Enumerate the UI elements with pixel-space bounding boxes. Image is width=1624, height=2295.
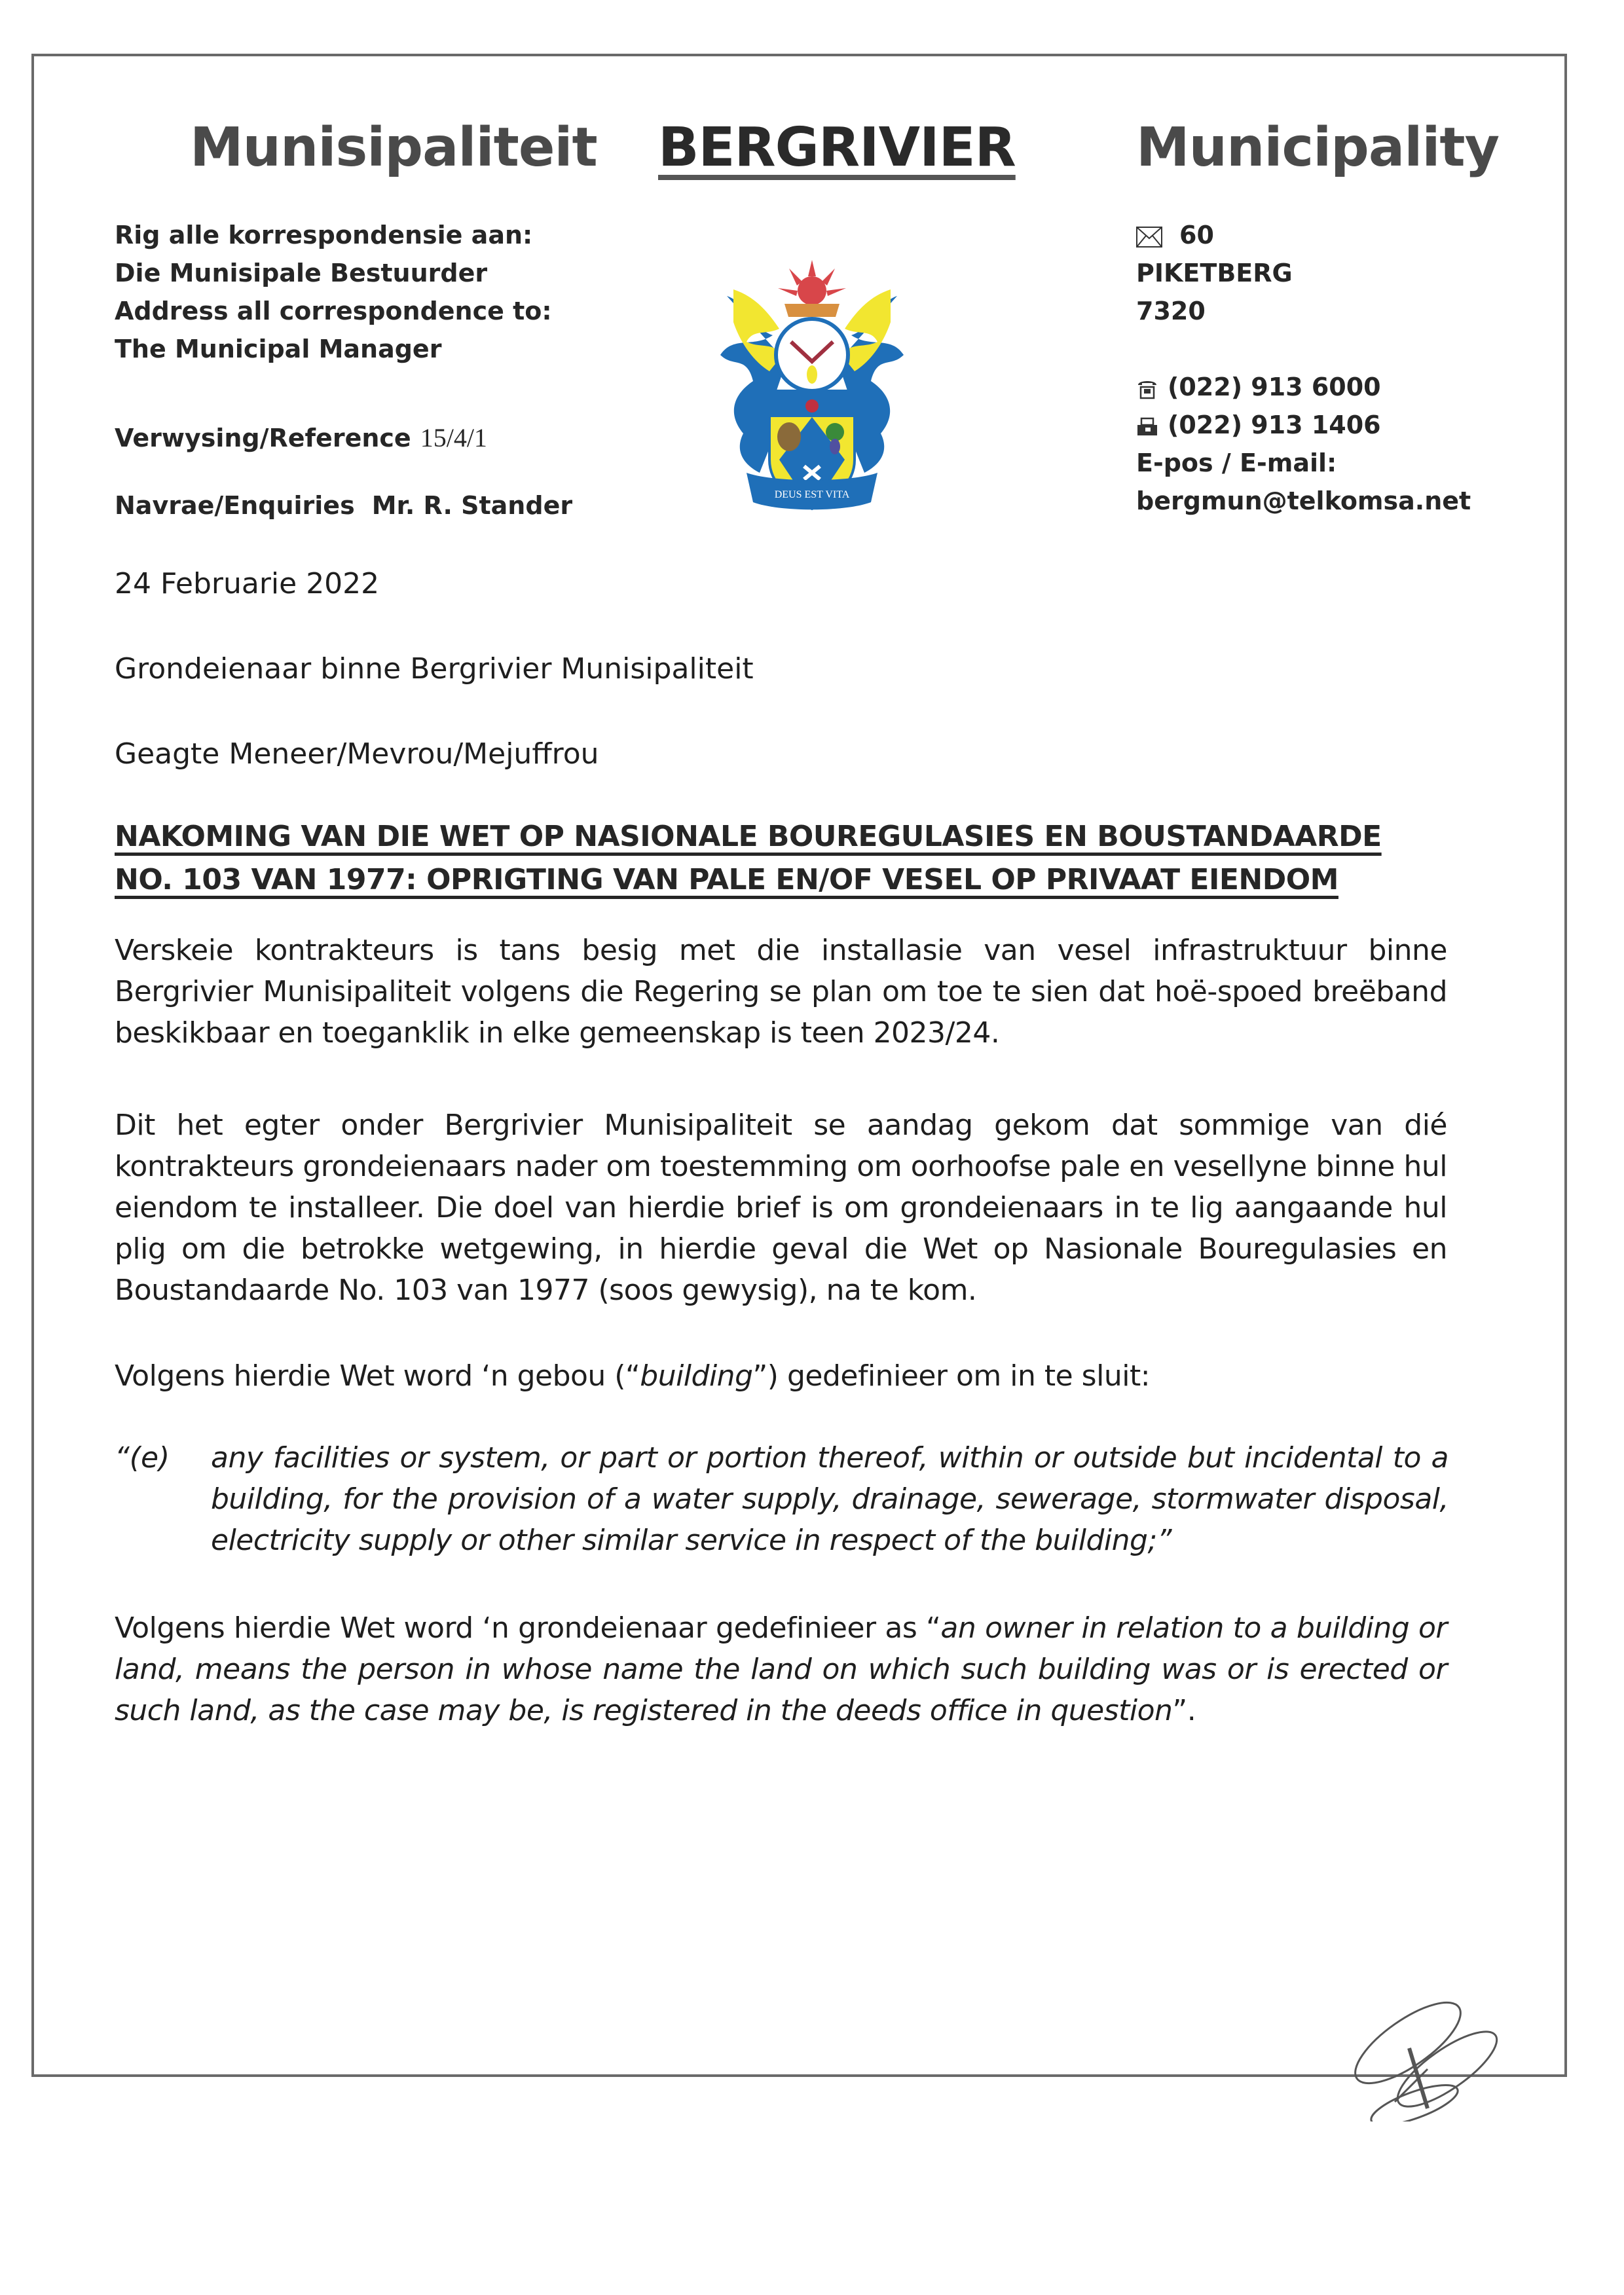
enquiries-value: Mr. R. Stander (371, 491, 573, 520)
svg-text:DEUS EST VITA: DEUS EST VITA (774, 489, 850, 500)
clause-marker: “(e) (115, 1441, 170, 1475)
title-bergrivier: BERGRIVIER (658, 117, 1016, 179)
title-afrikaans: Munisipaliteit (190, 117, 597, 179)
correspondence-line: Die Munisipale Bestuurder (115, 259, 488, 287)
fax-number: (022) 913 1406 (1168, 411, 1381, 439)
telephone-icon (1136, 378, 1158, 399)
correspondence-line: Rig alle korrespondensie aan: (115, 221, 533, 249)
po-box-line (1136, 216, 1471, 254)
reference-value: 15/4/1 (420, 423, 487, 452)
title-english: Municipality (1136, 117, 1500, 179)
correspondence-block (115, 216, 552, 368)
recipient: Grondeienaar binne Bergrivier Munisipaliteit (115, 652, 754, 686)
paragraph-2: Dit het egter onder Bergrivier Munisipaliteit se aandag gekom dat sommige van dié kontrakteurs grondeienaars nader om toestemming om oorhoofse pale en vesellyne binne hul eiendom te installeer. Die doel van hierdie brief is om grondeienaars in te lig aangaande hul plig om die betrokke wetgewing, in hierdie geval die Wet op Nasionale Bouregulasies en Boustandaarde No. 103 van 1977 (soos gewysig), na te kom. (115, 1109, 1447, 1307)
signature-icon (1336, 1971, 1506, 2121)
owner-definition: Volgens hierdie Wet word ‘n grondeienaar gedefinieer as “an owner in relation to a building or land, means the person in whose name the land on which such building was or is erected or such land, as the case may be, is registered in the deeds office in question”. (115, 1611, 1447, 1727)
fax-line (1136, 406, 1471, 444)
enquiries-label: Navrae/Enquiries (115, 491, 355, 520)
correspondence-line: Address all correspondence to: (115, 297, 552, 325)
fax-icon (1136, 417, 1158, 437)
email-label: E-pos / E-mail: (1136, 449, 1337, 477)
letter-date: 24 Februarie 2022 (115, 567, 380, 600)
subject-line-2: NO. 103 VAN 1977: OPRIGTING VAN PALE EN/OF VESEL OP PRIVAAT EIENDOM (115, 863, 1338, 896)
reference-label: Verwysing/Reference (115, 424, 411, 452)
phone-number[interactable]: (022) 913 6000 (1168, 373, 1381, 401)
reference-line (115, 419, 487, 457)
email-address[interactable]: bergmun@telkomsa.net (1136, 487, 1471, 515)
po-box: 60 (1179, 221, 1214, 249)
salutation: Geagte Meneer/Mevrou/Mejuffrou (115, 737, 599, 771)
clause-quote: any facilities or system, or part or portion thereof, within or outside but incidental to a building, for the provision of a water supply, drainage, sewerage, stormwater disposal, electricity supply or other similar service in respect of the building;” (211, 1441, 1449, 1557)
coat-of-arms-icon (707, 257, 917, 522)
postal-code: 7320 (1136, 297, 1206, 325)
paragraph-1: Verskeie kontrakteurs is tans besig met die installasie van vesel infrastruktuur binne Bergrivier Munisipaliteit volgens die Regering se plan om toe te sien dat hoë-spoed breëband beskikbaar en toeganklik in elke gemeenskap is teen 2023/24. (115, 934, 1447, 1050)
envelope-icon (1136, 227, 1162, 248)
town: PIKETBERG (1136, 259, 1293, 287)
subject-heading (115, 815, 1447, 902)
building-definition-intro: Volgens hierdie Wet word ‘n gebou (“building”) gedefinieer om in te sluit: (115, 1359, 1151, 1393)
enquiries-line (115, 487, 572, 524)
subject-line-1: NAKOMING VAN DIE WET OP NASIONALE BOUREGULASIES EN BOUSTANDAARDE (115, 820, 1382, 853)
phone-line (1136, 368, 1471, 406)
correspondence-line: The Municipal Manager (115, 335, 442, 363)
address-block (1136, 216, 1471, 520)
